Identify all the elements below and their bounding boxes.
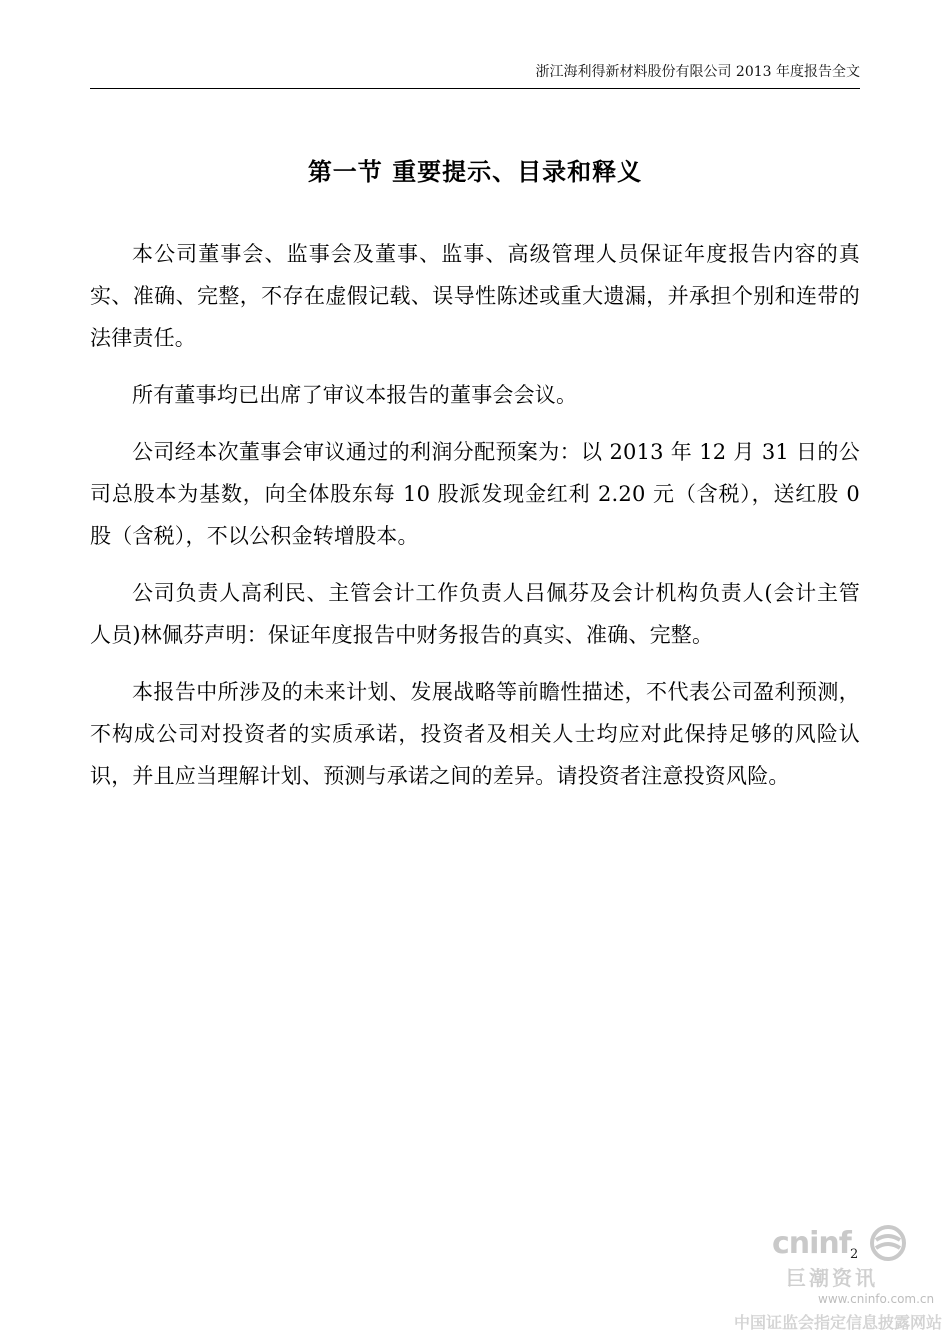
watermark-url: www.cninfo.com.cn — [818, 1292, 935, 1306]
cninfo-logo-icon — [868, 1224, 908, 1262]
paragraph-officer-declaration: 公司负责人高利民、主管会计工作负责人吕佩芬及会计机构负责人(会计主管人员)林佩芬声明：保证年度报告中财务报告的真实、准确、完整。 — [90, 581, 860, 647]
header-rule — [90, 88, 860, 89]
running-header: 浙江海利得新材料股份有限公司 2013 年度报告全文 — [535, 64, 860, 80]
page-number: 2 — [850, 1247, 859, 1262]
watermark-logo-text: cninf — [772, 1226, 851, 1261]
paragraph-attendance: 所有董事均已出席了审议本报告的董事会会议。 — [132, 383, 578, 407]
watermark-cn-name: 巨潮资讯 — [786, 1266, 878, 1290]
section-title: 第一节 重要提示、目录和释义 — [307, 157, 643, 186]
paragraph-profit-distribution: 公司经本次董事会审议通过的利润分配预案为：以 2013 年 12 月 31 日的公司总股本为基数，向全体股东每 10 股派发现金红利 2.20 元（含税），送红股 0 股（含税），不以公积金转增股本。 — [90, 440, 860, 548]
paragraph-forward-looking: 本报告中所涉及的未来计划、发展战略等前瞻性描述，不代表公司盈利预测，不构成公司对投资者的实质承诺，投资者及相关人士均应对此保持足够的风险认识，并且应当理解计划、预测与承诺之间的差异。请投资者注意投资风险。 — [90, 680, 860, 788]
body-text — [90, 233, 860, 812]
paragraph-responsibility: 本公司董事会、监事会及董事、监事、高级管理人员保证年度报告内容的真实、准确、完整，不存在虚假记载、误导性陈述或重大遗漏，并承担个别和连带的法律责任。 — [90, 242, 860, 350]
watermark-slogan: 中国证监会指定信息披露网站 — [734, 1313, 943, 1332]
cninfo-watermark — [730, 1222, 943, 1337]
